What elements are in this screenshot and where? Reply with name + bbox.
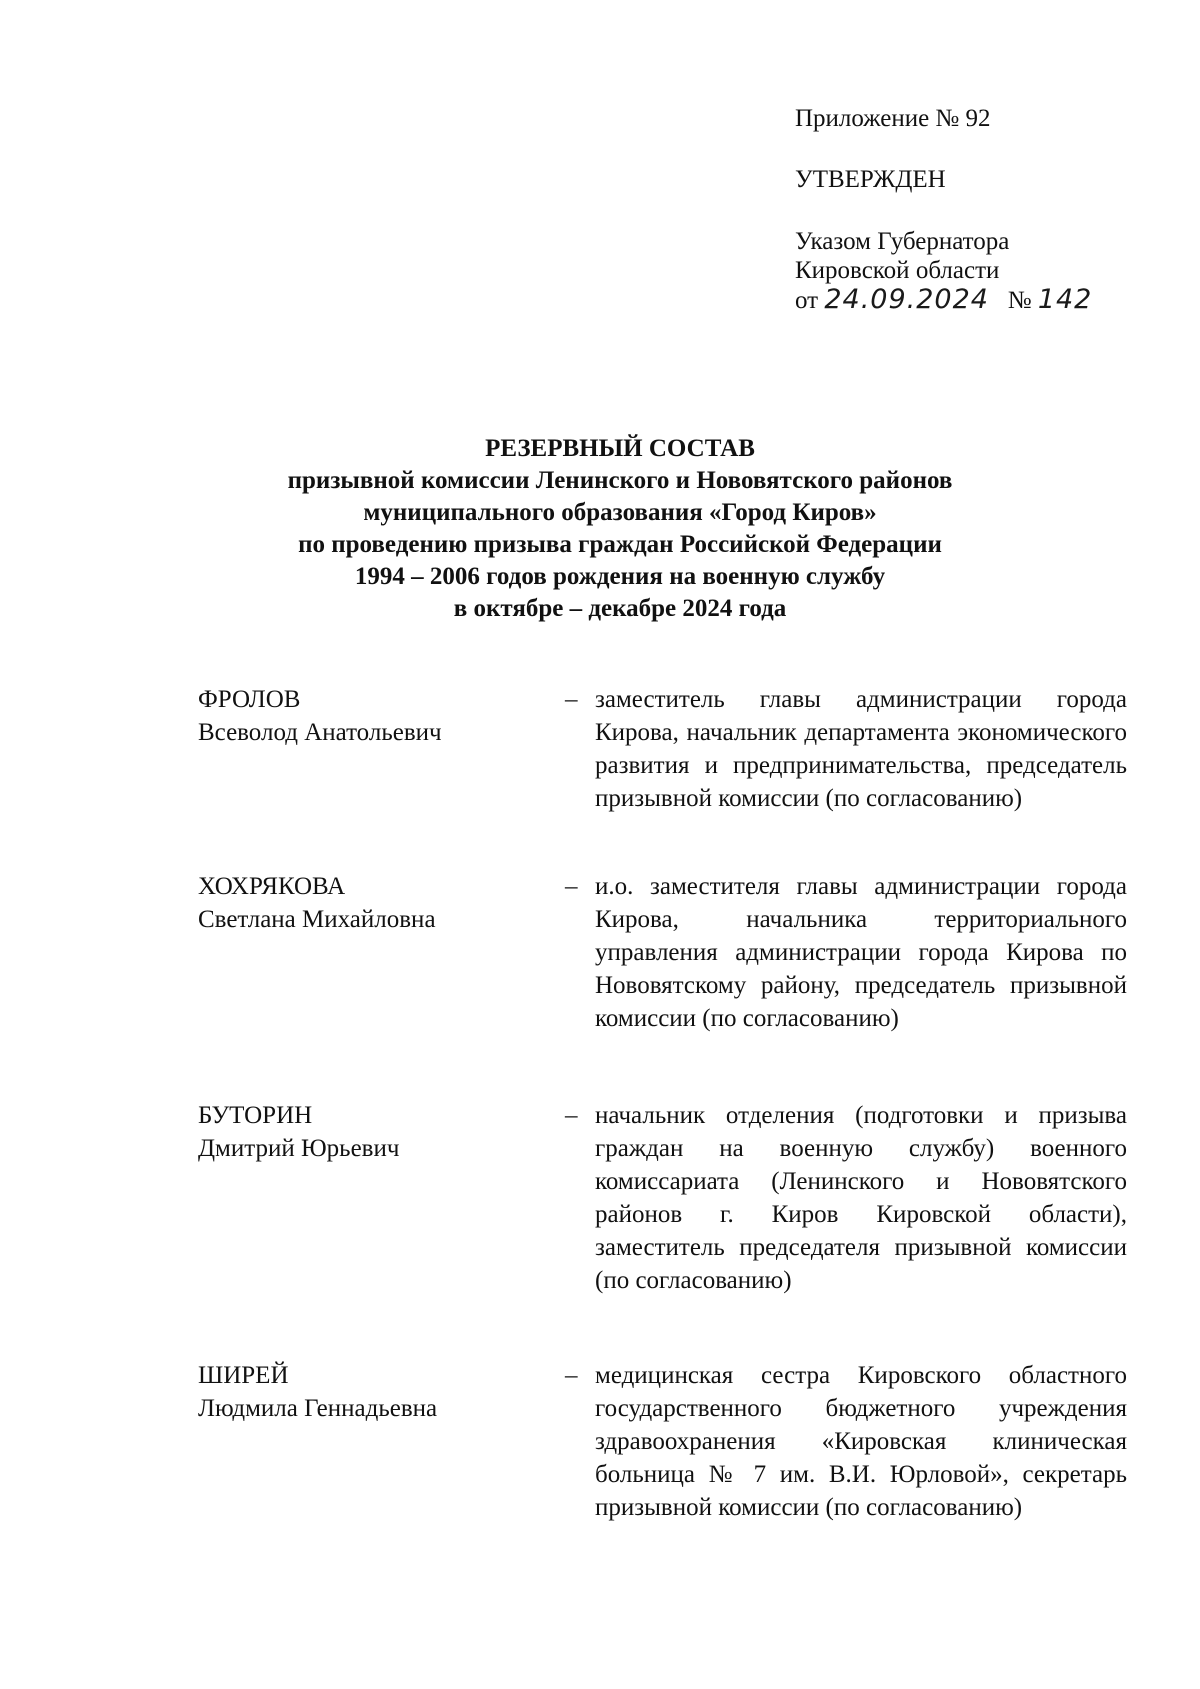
decree-line-2: Кировской области — [795, 257, 1000, 284]
title-line-4: по проведению призыва граждан Российской Федерации — [298, 531, 942, 558]
approved-label: УТВЕРЖДЕН — [795, 166, 946, 193]
annex-number: Приложение № 92 — [795, 105, 991, 132]
number-prefix: № — [1007, 287, 1032, 314]
approval-block — [795, 104, 1135, 315]
date-prefix: от — [795, 287, 819, 314]
title-line-2: призывной комиссии Ленинского и Нововятского районов — [287, 467, 953, 494]
handwritten-date: 24.09.2024 — [824, 284, 989, 315]
member-entry — [198, 1099, 1128, 1297]
member-description: заместитель главы администрации города Кирова, начальник департамента экономического развития и предпринимательства, председатель призывной комиссии (по согласованию) — [595, 686, 1127, 812]
document-title — [120, 433, 1120, 625]
member-description: медицинская сестра Кировского областного государственного бюджетного учреждения здравоохранения «Кировская клиническая больница № 7 им. В.И. Юрловой», секретарь призывной комиссии (по согласованию) — [595, 1362, 1127, 1521]
decree-line-1: Указом Губернатора — [795, 228, 1010, 255]
title-line-5: 1994 – 2006 годов рождения на военную службу — [354, 563, 886, 590]
member-description: начальник отделения (подготовки и призыва граждан на военную службу) военного комиссариата (Ленинского и Нововятского районов г. Киров Кировской области), заместитель председателя призывной комиссии (по согласованию) — [595, 1102, 1127, 1294]
title-line-6: в октябре – декабре 2024 года — [453, 595, 787, 622]
member-given-name: Светлана Михайловна — [198, 906, 436, 933]
member-entry — [198, 683, 1128, 815]
handwritten-number: 142 — [1037, 284, 1093, 315]
title-line-1: РЕЗЕРВНЫЙ СОСТАВ — [485, 435, 755, 462]
member-surname: ШИРЕЙ — [198, 1362, 289, 1389]
member-given-name: Людмила Геннадьевна — [198, 1395, 438, 1422]
member-dash: – — [565, 1362, 578, 1389]
title-line-3: муниципального образования «Город Киров» — [363, 499, 877, 526]
member-name — [198, 1099, 558, 1165]
member-name — [198, 683, 558, 749]
member-name — [198, 1359, 558, 1425]
member-name — [198, 870, 558, 936]
member-dash: – — [565, 686, 578, 713]
member-dash: – — [565, 1102, 578, 1129]
member-entry — [198, 870, 1128, 1035]
member-surname: ФРОЛОВ — [198, 686, 301, 713]
member-given-name: Дмитрий Юрьевич — [198, 1135, 400, 1162]
member-dash: – — [565, 873, 578, 900]
member-description: и.о. заместителя главы администрации города Кирова, начальника территориального управления администрации города Кирова по Нововятскому району, председатель призывной комиссии (по согласованию) — [595, 873, 1127, 1032]
members-list — [198, 683, 1128, 1524]
decree-date-line — [795, 285, 1135, 315]
member-surname: БУТОРИН — [198, 1102, 313, 1129]
member-given-name: Всеволод Анатольевич — [198, 719, 442, 746]
member-entry — [198, 1359, 1128, 1524]
member-surname: ХОХРЯКОВА — [198, 873, 346, 900]
